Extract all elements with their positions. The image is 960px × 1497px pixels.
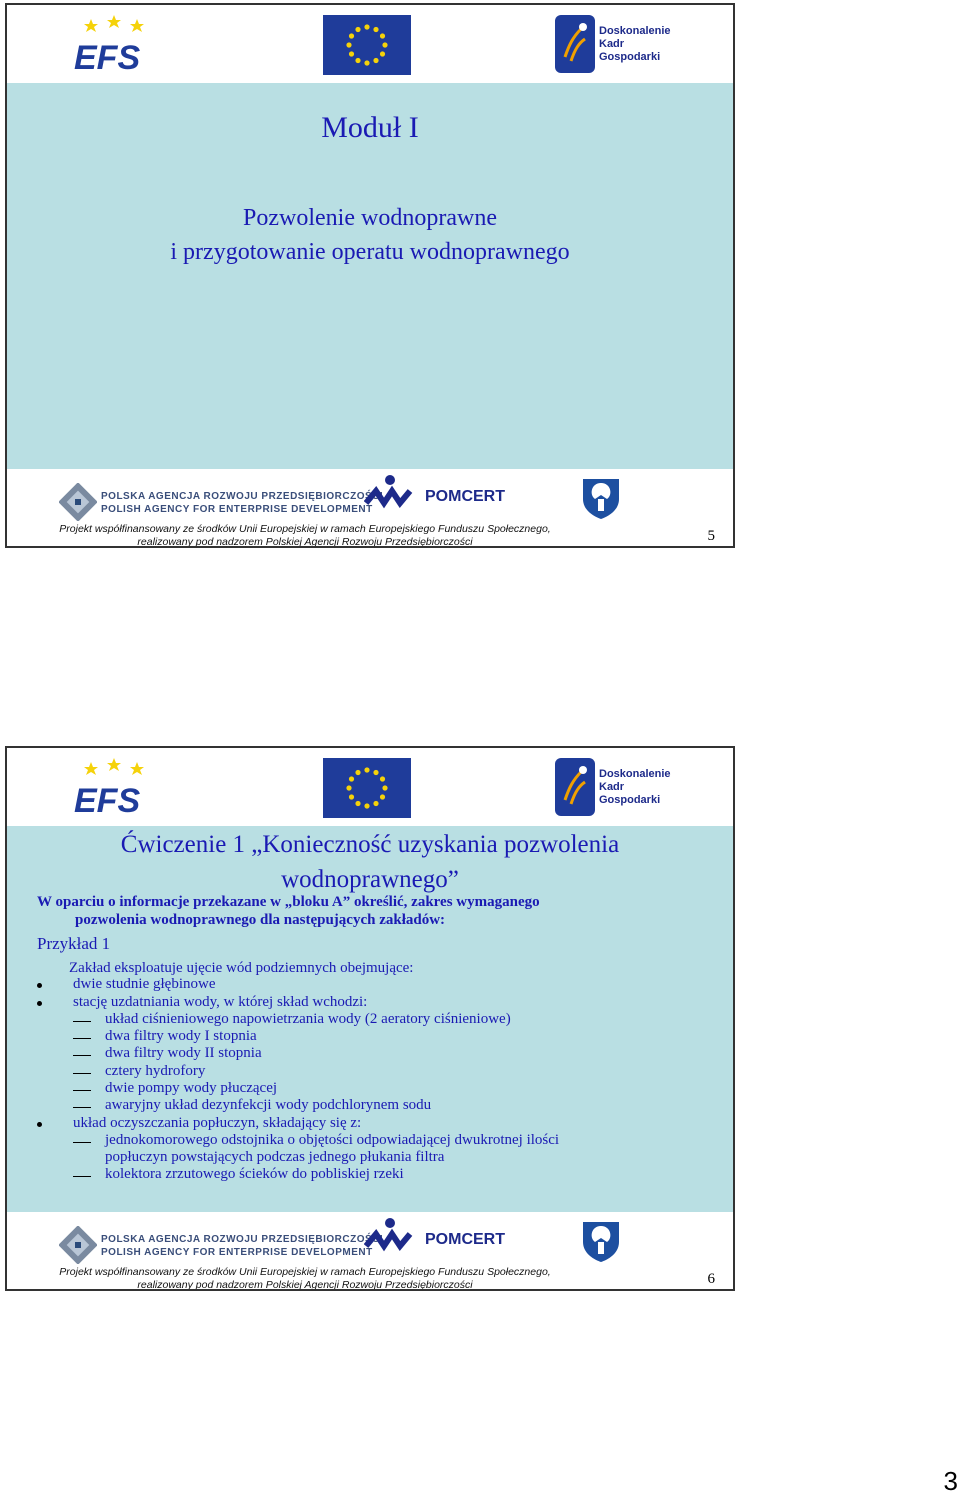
pomcert-logo [364, 1216, 416, 1262]
list-subitem: kolektora zrzutowego ścieków do pobliskiej rzeki [105, 1166, 404, 1182]
dkg-logo-text: Doskonalenie Kadr Gospodarki [599, 768, 671, 806]
logo-bar [7, 748, 733, 826]
list-item: stację uzdatniania wody, w której skład wchodzi: [73, 994, 368, 1010]
exercise-title-line1: Ćwiczenie 1 „Konieczność uzyskania pozwolenia [120, 831, 620, 858]
dash [73, 1107, 91, 1108]
slide-page-number: 5 [707, 528, 715, 544]
eu-flag-logo [323, 758, 411, 818]
parp-name-en: POLISH AGENCY FOR ENTERPRISE DEVELOPMENT [101, 504, 373, 515]
logo-bar [7, 5, 733, 83]
dash [73, 1090, 91, 1091]
list-subitem: dwie pompy wody płuczącej [105, 1080, 278, 1096]
pomcert-text: POMCERT [425, 488, 505, 505]
slide-content [7, 826, 733, 1212]
slide-subtitle-line1: Pozwolenie wodnoprawne [243, 205, 497, 231]
list-subitem-continuation: popłuczyn powstających podczas jednego płukania filtra [105, 1149, 445, 1165]
sponsor-bar [7, 469, 733, 548]
slide-content [7, 83, 733, 469]
svg-text:EFS: EFS [74, 782, 141, 818]
parp-name-pl: POLSKA AGENCJA ROZWOJU PRZEDSIĘBIORCZOŚCI [101, 491, 384, 502]
list-item: układ oczyszczania popłuczyn, składający się z: [73, 1115, 362, 1131]
dkg-logo [555, 15, 595, 73]
slide-title: Moduł I [321, 111, 419, 144]
dash [73, 1176, 91, 1177]
efs-logo [69, 13, 164, 75]
bullet [37, 1122, 42, 1127]
parp-logo [59, 483, 97, 521]
parp-name-en: POLISH AGENCY FOR ENTERPRISE DEVELOPMENT [101, 1247, 373, 1258]
slide-5 [5, 3, 735, 548]
list-subitem: dwa filtry wody II stopnia [105, 1045, 262, 1061]
list-subitem: cztery hydrofory [105, 1063, 206, 1079]
dkg-logo [555, 758, 595, 816]
bullet [37, 1001, 42, 1006]
slide-6 [5, 746, 735, 1291]
dash [73, 1142, 91, 1143]
pomcert-text: POMCERT [425, 1231, 505, 1248]
dkg-logo-text: Doskonalenie Kadr Gospodarki [599, 25, 671, 63]
dash [73, 1055, 91, 1056]
list-item: dwie studnie głębinowe [73, 976, 216, 992]
bullet [37, 983, 42, 988]
parp-logo [59, 1226, 97, 1264]
example-label: Przykład 1 [37, 934, 111, 953]
coat-of-arms-logo [577, 1216, 625, 1264]
efs-logo [69, 756, 164, 818]
slide-page-number: 6 [707, 1271, 715, 1287]
parp-name-pl: POLSKA AGENCJA ROZWOJU PRZEDSIĘBIORCZOŚCI [101, 1234, 384, 1245]
exercise-title-line2: wodnoprawnego” [281, 866, 459, 893]
list-subitem: awaryjny układ dezynfekcji wody podchlorynem sodu [105, 1097, 432, 1113]
dash [73, 1021, 91, 1022]
footer-text: Projekt współfinansowany ze środków Unii Europejskiej w ramach Europejskiego Funduszu Społecznego, realizowany pod nadzorem Polskiej Agencji Rozwoju Przedsiębiorczości [59, 1266, 551, 1291]
svg-text:EFS: EFS [74, 39, 141, 75]
list-subitem: jednokomorowego odstojnika o objętości odpowiadającej dwukrotnej ilości [105, 1132, 560, 1148]
dash [73, 1038, 91, 1039]
list-subitem: dwa filtry wody I stopnia [105, 1028, 257, 1044]
document-page-number: 3 [943, 1466, 958, 1496]
intro-line2: pozwolenia wodnoprawnego dla następujących zakładów: [75, 912, 446, 928]
example-description: Zakład eksploatuje ujęcie wód podziemnych obejmujące: [69, 960, 414, 976]
intro-line1: W oparciu o informacje przekazane w „bloku A” określić, zakres wymaganego [37, 894, 540, 910]
coat-of-arms-logo [577, 473, 625, 521]
eu-flag-logo [323, 15, 411, 75]
sponsor-bar [7, 1212, 733, 1291]
slide-subtitle-line2: i przygotowanie operatu wodnoprawnego [170, 239, 570, 265]
list-subitem: układ ciśnieniowego napowietrzania wody (2 aeratory ciśnieniowe) [105, 1011, 511, 1027]
footer-text: Projekt współfinansowany ze środków Unii Europejskiej w ramach Europejskiego Funduszu Społecznego, realizowany pod nadzorem Polskiej Agencji Rozwoju Przedsiębiorczości [59, 523, 551, 548]
dash [73, 1073, 91, 1074]
pomcert-logo [364, 473, 416, 519]
